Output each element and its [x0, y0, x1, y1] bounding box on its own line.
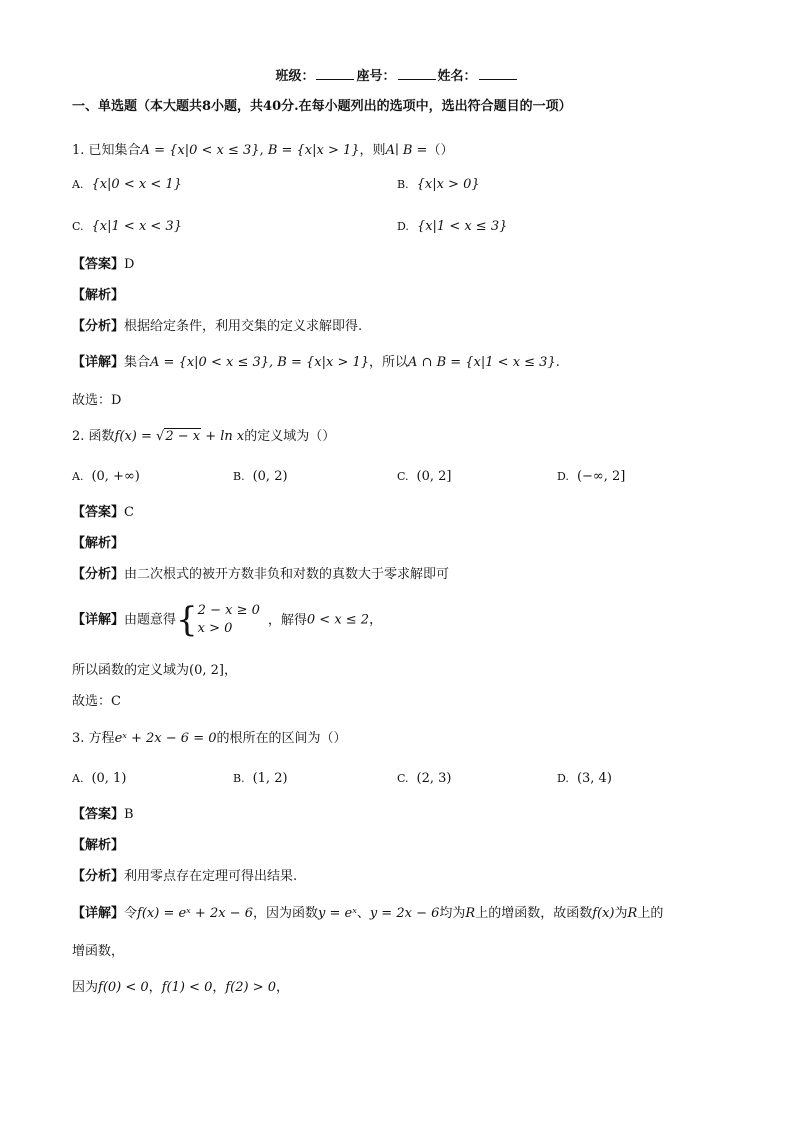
q1-option-b [397, 176, 480, 194]
q2-stem-prefix: 函数 [88, 429, 115, 444]
q2-detail-pre: 由题意得 [124, 612, 177, 628]
q3-because-c2: ， [212, 980, 226, 995]
q1-option-c [72, 218, 182, 236]
q3-option-a-text: (0, 1) [91, 771, 127, 786]
q2-detail-mid: ，解得 [267, 612, 307, 628]
q1-number: 1. [72, 143, 85, 158]
q3-fenxi-tag: 【分析】 [72, 869, 125, 884]
q3-because-m3: f(2) > 0 [225, 980, 277, 995]
q2-system-line1: 2 − x ≥ 0 [197, 603, 260, 618]
q3-detail-t2: 、 [356, 906, 370, 921]
q3-detail-cont: 增函数， [72, 944, 125, 959]
q2-system [198, 602, 260, 638]
q3-detail-t6: 上的 [637, 906, 664, 921]
q2-option-b-text: (0, 2) [252, 469, 288, 484]
q1-analysis-tag: 【解析】 [72, 288, 125, 303]
q1-option-b-label: B. [397, 178, 409, 191]
q3-detail-math2: y = eˣ [318, 906, 357, 921]
q1-detail-mid: ，所以 [369, 355, 409, 370]
q3-option-d [557, 770, 612, 788]
q3-stem-suffix: 的根所在的区间为（） [216, 731, 347, 746]
q3-stem-math: eˣ + 2x − 6 = 0 [114, 731, 217, 746]
q1-choose: 故选：D [72, 393, 122, 408]
q1-detail-pre: 集合 [124, 355, 151, 370]
q1-detail-math: A = {x|0 < x ≤ 3}, B = {x|x > 1} [150, 355, 370, 370]
q1-fenxi-text: 根据给定条件，利用交集的定义求解即得. [124, 319, 363, 334]
q3-because-m2: f(1) < 0 [161, 980, 213, 995]
q3-because-pre: 因为 [72, 980, 99, 995]
q3-option-d-text: (3, 4) [576, 771, 612, 786]
q1-stem [72, 142, 453, 160]
q2-choose: 故选：C [72, 694, 121, 709]
q2-fenxi [72, 566, 449, 584]
name-blank [479, 67, 517, 80]
q1-option-b-text: {x|x > 0} [416, 177, 480, 192]
q1-stem-math2: A∣ B = [385, 143, 428, 158]
q3-option-c-label: C. [397, 772, 409, 785]
q3-analysis-tag: 【解析】 [72, 838, 125, 853]
q3-option-b-text: (1, 2) [252, 771, 288, 786]
q3-detail-t1: ，因为函数 [252, 906, 318, 921]
q1-option-c-text: {x|1 < x < 3} [91, 219, 182, 234]
q1-option-a-text: {x|0 < x < 1} [91, 177, 182, 192]
q2-answer-value: C [124, 505, 134, 520]
q2-detail [72, 600, 382, 641]
q2-option-b [233, 468, 288, 486]
class-blank [316, 67, 354, 80]
q1-stem-prefix: 已知集合 [88, 143, 141, 158]
q2-stem-sqrt: 2 − x [165, 429, 201, 444]
q3-detail-math5: f(x) [592, 906, 615, 921]
q3-option-a [72, 770, 126, 788]
q2-domain-pre: 所以函数的定义域为 [72, 663, 190, 678]
q1-option-d-text: {x|1 < x ≤ 3} [416, 219, 508, 234]
q2-system-line2: x > 0 [197, 621, 233, 636]
section-title: 一、单选题（本大题共8小题，共40分.在每小题列出的选项中，选出符合题目的一项） [72, 99, 572, 114]
q2-stem-math-b: + ln x [201, 429, 245, 444]
q1-stem-then: ，则 [359, 143, 386, 158]
q2-stem-suffix: 的定义域为（） [244, 429, 336, 444]
q3-detail-t3: 均为 [439, 906, 466, 921]
q2-option-d-text: (−∞, 2] [576, 469, 626, 484]
q3-answer-tag: 【答案】 [72, 807, 125, 822]
q1-fenxi [72, 318, 362, 336]
q3-detail [72, 905, 663, 923]
q3-because-end: ， [276, 980, 290, 995]
q3-answer-value: B [124, 807, 134, 822]
q3-detail-math3: y = 2x − 6 [369, 906, 440, 921]
q2-option-c-label: C. [397, 470, 409, 483]
q3-detail-math6: R [627, 906, 638, 921]
q2-option-a-label: A. [72, 470, 84, 483]
header-line [0, 67, 794, 86]
q2-option-a-text: (0, +∞) [91, 469, 140, 484]
q1-answer-value: D [124, 257, 135, 272]
q3-fenxi [72, 868, 297, 886]
q3-option-c-text: (2, 3) [416, 771, 452, 786]
q3-detail-t5: 为 [614, 906, 628, 921]
q2-fenxi-tag: 【分析】 [72, 567, 125, 582]
q2-number: 2. [72, 429, 85, 444]
q2-domain-end: ， [223, 663, 237, 678]
q1-answer-tag: 【答案】 [72, 257, 125, 272]
q2-domain-math: (0, 2] [189, 663, 224, 678]
q3-detail-t4: 上的增函数，故函数 [475, 906, 593, 921]
q3-option-a-label: A. [72, 772, 84, 785]
q3-detail-math4: R [465, 906, 476, 921]
q3-answer [72, 806, 134, 824]
q3-because [72, 979, 289, 997]
q1-detail-tag: 【详解】 [72, 355, 125, 370]
q1-detail-math2: A ∩ B = {x|1 < x ≤ 3} [408, 355, 556, 370]
name-label: 姓名： [437, 69, 477, 84]
q3-option-d-label: D. [557, 772, 569, 785]
q2-option-a [72, 468, 140, 486]
q3-because-c1: ， [148, 980, 162, 995]
q2-analysis-tag: 【解析】 [72, 536, 125, 551]
q1-answer [72, 256, 134, 274]
seat-label: 座号： [356, 69, 396, 84]
q1-option-c-label: C. [72, 220, 84, 233]
q1-stem-paren: （） [427, 143, 454, 158]
seat-blank [398, 67, 436, 80]
q2-option-d [557, 468, 625, 486]
q1-stem-math: A = {x|0 < x ≤ 3}, B = {x|x > 1} [140, 143, 360, 158]
q3-number: 3. [72, 731, 85, 746]
left-brace-icon: { [176, 600, 198, 640]
q2-answer-tag: 【答案】 [72, 505, 125, 520]
class-label: 班级： [275, 69, 315, 84]
q2-option-c-text: (0, 2] [416, 469, 452, 484]
q2-option-c [397, 468, 451, 486]
q2-option-b-label: B. [233, 470, 245, 483]
sqrt-sign-icon: √ [156, 429, 165, 444]
q2-fenxi-text: 由二次根式的被开方数非负和对数的真数大于零求解即可 [124, 567, 450, 582]
q3-option-c [397, 770, 451, 788]
q2-stem [72, 428, 335, 446]
q1-option-d-label: D. [397, 220, 409, 233]
q3-detail-math1: f(x) = eˣ + 2x − 6 [137, 906, 253, 921]
q3-stem [72, 730, 347, 748]
q2-detail-math: 0 < x ≤ 2 [306, 612, 370, 628]
q1-detail-end: . [555, 355, 560, 370]
q2-stem-math-a: f(x) = [114, 429, 157, 444]
q1-option-d [397, 218, 507, 236]
q3-because-m1: f(0) < 0 [98, 980, 149, 995]
q3-option-b-label: B. [233, 772, 245, 785]
q1-detail [72, 354, 560, 372]
q3-detail-pre: 令 [124, 906, 138, 921]
q2-detail-tag: 【详解】 [72, 612, 125, 628]
q2-answer [72, 504, 134, 522]
q3-option-b [233, 770, 288, 788]
q3-stem-prefix: 方程 [88, 731, 115, 746]
q2-detail-end: ， [369, 612, 383, 628]
q2-domain [72, 662, 237, 680]
q1-fenxi-tag: 【分析】 [72, 319, 125, 334]
q1-option-a-label: A. [72, 178, 84, 191]
q2-option-d-label: D. [557, 470, 569, 483]
q3-fenxi-text: 利用零点存在定理可得出结果. [124, 869, 298, 884]
q3-detail-tag: 【详解】 [72, 906, 125, 921]
q1-option-a [72, 176, 182, 194]
